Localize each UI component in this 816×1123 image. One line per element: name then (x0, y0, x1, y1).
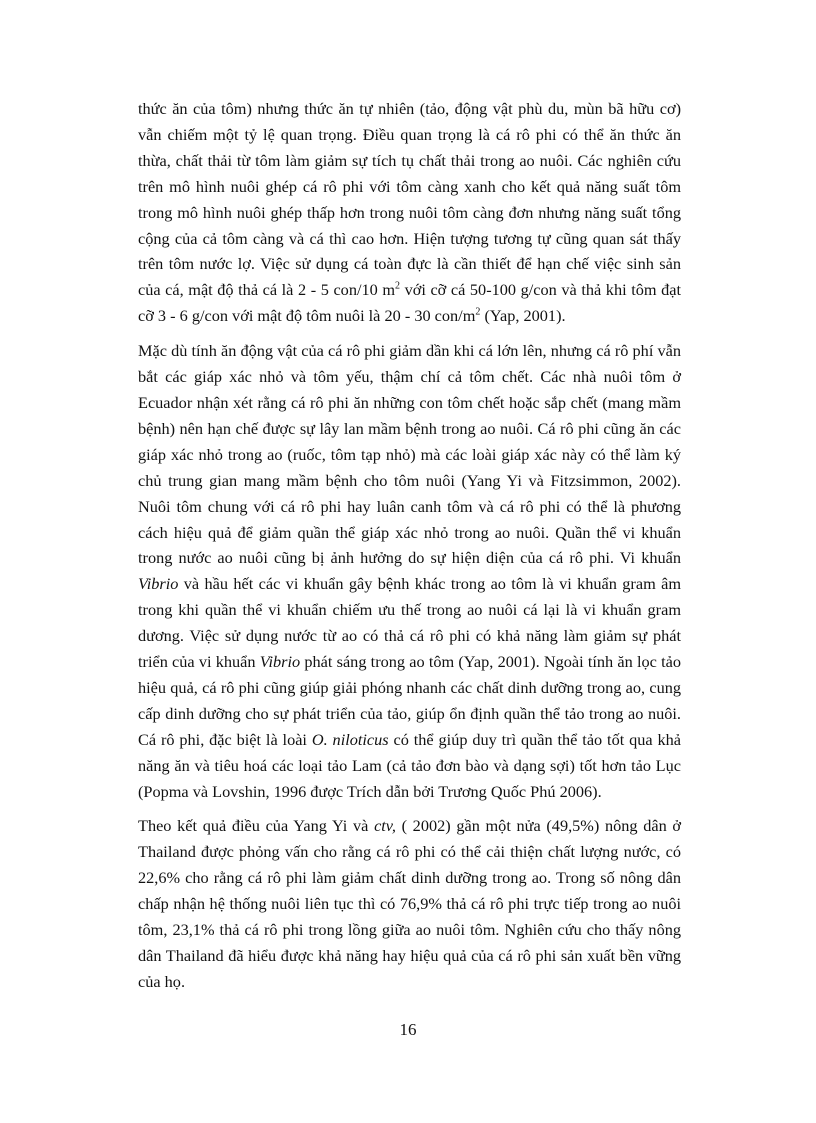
paragraph-2 (138, 338, 681, 804)
document-body (138, 96, 681, 1004)
italic-text-run: Vibrio (138, 574, 179, 594)
text-run: ( 2002) gần một nửa (49,5%) nông dân ở Thailand được phỏng vấn cho rằng cá rô phi có thể cải thiện chất lượng nước, có 22,6% cho rằng cá rô phi làm giảm chất dinh dưỡng trong ao. Trong số nông dân chấp nhận hệ thống nuôi liên tục thì có 76,9% thả cá rô phi trực tiếp trong ao nuôi tôm, 23,1% thả cá rô phi trong lồng giữa ao nuôi tôm. Nghiên cứu cho thấy nông dân Thailand đã hiểu được khả năng hay hiệu quả của cá rô phi sản xuất bền vững của họ. (138, 816, 681, 991)
text-run: Theo kết quả điều của Yang Yi và (138, 816, 375, 836)
page-number: 16 (399, 1020, 417, 1039)
text-run: (Yap, 2001). (480, 306, 566, 326)
text-run: và hầu hết các vi khuẩn gây bệnh khác trong ao tôm là vi khuẩn gram âm trong khi quần thể vi khuẩn chiếm ưu thế trong ao nuôi cá lại là vi khuẩn gram dương. Việc sử dụng nước từ ao có thả cá rô phi có khả năng làm giảm sự phát triển của vi khuẩn (138, 574, 681, 672)
text-run: phát sáng trong ao tôm (Yap, 2001). Ngoài tính ăn lọc tảo hiệu quả, cá rô phi cũng giúp giải phóng nhanh các chất dinh dưỡng trong ao, cung cấp dinh dưỡng cho sự phát triển của tảo, giúp ổn định quần thể tảo trong ao nuôi. Cá rô phi, đặc biệt là loài (138, 652, 681, 749)
italic-text-run: O. niloticus (311, 729, 389, 749)
paragraph-1 (138, 96, 681, 329)
text-run: Mặc dù tính ăn động vật của cá rô phi giảm dần khi cá lớn lên, nhưng cá rô phí vẫn bắt các giáp xác nhỏ và tôm yếu, thậm chí cả tôm chết. Các nhà nuôi tôm ở Ecuador nhận xét rằng cá rô phi ăn những con tôm chết hoặc sắp chết (mang mầm bệnh) nên hạn chế được sự lây lan mầm bệnh trong ao nuôi. Cá rô phi cũng ăn các giáp xác nhỏ trong ao (ruốc, tôm tạp nhỏ) mà các loài giáp xác này có thể làm ký chủ trung gian mang mầm bệnh cho tôm nuôi (Yang Yi và Fitzsimmon, 2002). Nuôi tôm chung với cá rô phi hay luân canh tôm và cá rô phi có thể là phương cách hiệu quả để giảm quần thể giáp xác nhỏ trong ao nuôi. Quần thể vi khuẩn trong nước ao nuôi cũng bị ảnh hưởng do sự hiện diện của cá rô phi. Vi khuẩn (138, 341, 681, 568)
italic-text-run: Vibrio (259, 652, 301, 672)
superscript: 2 (395, 280, 401, 292)
text-run: thức ăn của tôm) nhưng thức ăn tự nhiên (tảo, động vật phù du, mùn bã hữu cơ) vẫn chiếm một tỷ lệ quan trọng. Điều quan trọng là cá rô phi có thể ăn thức ăn thừa, chất thải từ tôm làm giảm sự tích tụ chất thải trong ao nuôi. Các nghiên cứu trên mô hình nuôi ghép cá rô phi với tôm càng xanh cho kết quả năng suất tôm trong mô hình nuôi ghép thấp hơn trong nuôi tôm càng đơn nhưng năng suất tổng cộng của cả tôm càng và cá thì cao hơn. Hiện tượng tương tự cũng quan sát thấy trên tôm nước lợ. Việc sử dụng cá toàn đực là cần thiết để hạn chế việc sinh sản của cá, mật độ thả cá là 2 - 5 con/10 m (138, 99, 681, 300)
superscript: 2 (475, 306, 481, 318)
text-run: với cỡ cá 50-100 g/con và thả khi tôm đạt cỡ 3 - 6 g/con với mật độ tôm nuôi là 20 - 30 con/m (138, 280, 682, 326)
italic-text-run: ctv, (374, 816, 396, 836)
text-run: có thể giúp duy trì quần thể tảo tốt qua khả năng ăn và tiêu hoá các loại tảo Lam (cả tảo đơn bào và dạng sợi) tốt hơn tảo Lục (Popma và Lovshin, 1996 được Trích dẫn bởi Trương Quốc Phú 2006). (138, 729, 682, 801)
paragraph-3 (138, 813, 681, 994)
